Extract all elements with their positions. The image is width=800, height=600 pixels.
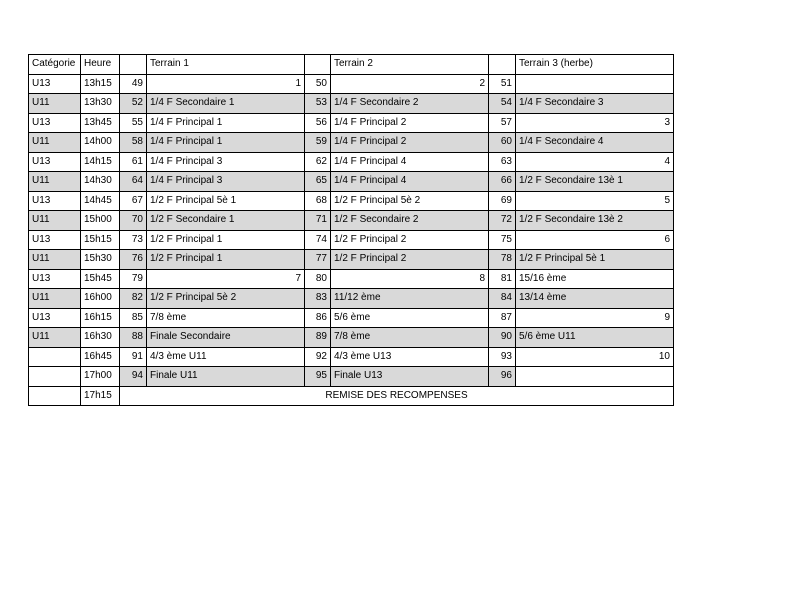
category-cell: U11: [29, 211, 81, 231]
category-cell: U13: [29, 113, 81, 133]
match-number-cell: 90: [489, 328, 516, 348]
header-field-1: Terrain 1: [147, 55, 305, 75]
field-1-cell: 1/2 F Principal 5è 2: [147, 289, 305, 309]
field-2-cell: 4/3 ème U13: [331, 347, 489, 367]
field-1-cell: 1/4 F Principal 1: [147, 113, 305, 133]
field-2-cell: 1/4 F Secondaire 2: [331, 94, 489, 114]
match-number-cell: 87: [489, 308, 516, 328]
field-2-cell: 1/2 F Principal 2: [331, 250, 489, 270]
field-1-cell: 1/2 F Secondaire 1: [147, 211, 305, 231]
header-num-3: [489, 55, 516, 75]
schedule-sheet: [28, 54, 674, 406]
match-number-cell: 66: [489, 172, 516, 192]
category-cell: U11: [29, 328, 81, 348]
field-3-cell: 4: [516, 152, 674, 172]
match-number-cell: 72: [489, 211, 516, 231]
field-3-cell: 1/2 F Secondaire 13è 2: [516, 211, 674, 231]
field-3-cell: 6: [516, 230, 674, 250]
match-number-cell: 57: [489, 113, 516, 133]
table-row: [29, 289, 674, 309]
header-time: Heure: [81, 55, 120, 75]
field-3-cell: 15/16 ème: [516, 269, 674, 289]
category-cell: [29, 367, 81, 387]
header-row: [29, 55, 674, 75]
match-number-cell: 63: [489, 152, 516, 172]
table-row: [29, 74, 674, 94]
match-number-cell: 82: [120, 289, 147, 309]
match-number-cell: 96: [489, 367, 516, 387]
table-row: [29, 328, 674, 348]
table-row: [29, 308, 674, 328]
field-1-cell: Finale Secondaire: [147, 328, 305, 348]
table-row: [29, 269, 674, 289]
match-number-cell: 51: [489, 74, 516, 94]
match-number-cell: 76: [120, 250, 147, 270]
match-number-cell: 91: [120, 347, 147, 367]
match-number-cell: 80: [305, 269, 331, 289]
header-num-2: [305, 55, 331, 75]
field-3-cell: 9: [516, 308, 674, 328]
category-cell: U13: [29, 191, 81, 211]
match-number-cell: 79: [120, 269, 147, 289]
category-cell: U13: [29, 74, 81, 94]
header-field-2: Terrain 2: [331, 55, 489, 75]
header-category: Catégorie: [29, 55, 81, 75]
footer-empty-cell: [29, 386, 81, 406]
match-number-cell: 88: [120, 328, 147, 348]
match-number-cell: 69: [489, 191, 516, 211]
field-1-cell: 4/3 ème U11: [147, 347, 305, 367]
field-2-cell: 1/4 F Principal 4: [331, 172, 489, 192]
match-number-cell: 70: [120, 211, 147, 231]
match-number-cell: 71: [305, 211, 331, 231]
category-cell: U11: [29, 133, 81, 153]
match-number-cell: 60: [489, 133, 516, 153]
match-number-cell: 77: [305, 250, 331, 270]
time-cell: 17h00: [81, 367, 120, 387]
table-row: [29, 94, 674, 114]
field-2-cell: 8: [331, 269, 489, 289]
field-3-cell: 13/14 ème: [516, 289, 674, 309]
time-cell: 16h30: [81, 328, 120, 348]
header-field-3: Terrain 3 (herbe): [516, 55, 674, 75]
time-cell: 14h45: [81, 191, 120, 211]
field-1-cell: 1/4 F Principal 1: [147, 133, 305, 153]
match-number-cell: 85: [120, 308, 147, 328]
table-row: [29, 211, 674, 231]
match-number-cell: 93: [489, 347, 516, 367]
time-cell: 14h30: [81, 172, 120, 192]
match-number-cell: 94: [120, 367, 147, 387]
field-2-cell: 1/4 F Principal 4: [331, 152, 489, 172]
table-row: [29, 113, 674, 133]
field-3-cell: 1/4 F Secondaire 3: [516, 94, 674, 114]
schedule-table: [28, 54, 674, 406]
match-number-cell: 54: [489, 94, 516, 114]
time-cell: 15h30: [81, 250, 120, 270]
field-2-cell: 2: [331, 74, 489, 94]
match-number-cell: 55: [120, 113, 147, 133]
match-number-cell: 73: [120, 230, 147, 250]
time-cell: 16h00: [81, 289, 120, 309]
header-num-1: [120, 55, 147, 75]
awards-ceremony-cell: REMISE DES RECOMPENSES: [120, 386, 674, 406]
category-cell: U11: [29, 94, 81, 114]
field-2-cell: 5/6 ème: [331, 308, 489, 328]
match-number-cell: 75: [489, 230, 516, 250]
table-row: [29, 191, 674, 211]
time-cell: 13h15: [81, 74, 120, 94]
match-number-cell: 84: [489, 289, 516, 309]
category-cell: U13: [29, 152, 81, 172]
table-row: [29, 172, 674, 192]
time-cell: 16h15: [81, 308, 120, 328]
time-cell: 16h45: [81, 347, 120, 367]
category-cell: U13: [29, 308, 81, 328]
match-number-cell: 52: [120, 94, 147, 114]
footer-time-cell: 17h15: [81, 386, 120, 406]
time-cell: 15h45: [81, 269, 120, 289]
match-number-cell: 86: [305, 308, 331, 328]
field-1-cell: 7: [147, 269, 305, 289]
category-cell: U11: [29, 289, 81, 309]
time-cell: 13h30: [81, 94, 120, 114]
time-cell: 14h15: [81, 152, 120, 172]
time-cell: 15h15: [81, 230, 120, 250]
field-1-cell: Finale U11: [147, 367, 305, 387]
time-cell: 15h00: [81, 211, 120, 231]
field-2-cell: 1/2 F Secondaire 2: [331, 211, 489, 231]
field-2-cell: 1/4 F Principal 2: [331, 133, 489, 153]
match-number-cell: 68: [305, 191, 331, 211]
table-row: [29, 152, 674, 172]
match-number-cell: 83: [305, 289, 331, 309]
match-number-cell: 81: [489, 269, 516, 289]
match-number-cell: 78: [489, 250, 516, 270]
match-number-cell: 56: [305, 113, 331, 133]
field-3-cell: 5/6 ème U11: [516, 328, 674, 348]
field-1-cell: 1/2 F Principal 1: [147, 230, 305, 250]
field-2-cell: 1/2 F Principal 5è 2: [331, 191, 489, 211]
field-1-cell: 1/2 F Principal 5è 1: [147, 191, 305, 211]
match-number-cell: 58: [120, 133, 147, 153]
time-cell: 14h00: [81, 133, 120, 153]
category-cell: [29, 347, 81, 367]
match-number-cell: 67: [120, 191, 147, 211]
field-1-cell: 7/8 ème: [147, 308, 305, 328]
match-number-cell: 62: [305, 152, 331, 172]
field-2-cell: 7/8 ème: [331, 328, 489, 348]
field-3-cell: 1/2 F Principal 5è 1: [516, 250, 674, 270]
field-1-cell: 1: [147, 74, 305, 94]
match-number-cell: 59: [305, 133, 331, 153]
match-number-cell: 50: [305, 74, 331, 94]
table-row: [29, 133, 674, 153]
field-3-cell: 1/4 F Secondaire 4: [516, 133, 674, 153]
field-3-cell: [516, 367, 674, 387]
field-3-cell: 5: [516, 191, 674, 211]
match-number-cell: 92: [305, 347, 331, 367]
field-3-cell: [516, 74, 674, 94]
match-number-cell: 61: [120, 152, 147, 172]
field-2-cell: 1/4 F Principal 2: [331, 113, 489, 133]
table-row: [29, 250, 674, 270]
field-1-cell: 1/4 F Secondaire 1: [147, 94, 305, 114]
field-3-cell: 3: [516, 113, 674, 133]
category-cell: U13: [29, 230, 81, 250]
match-number-cell: 89: [305, 328, 331, 348]
field-2-cell: Finale U13: [331, 367, 489, 387]
match-number-cell: 74: [305, 230, 331, 250]
match-number-cell: 65: [305, 172, 331, 192]
footer-row: [29, 386, 674, 406]
field-1-cell: 1/4 F Principal 3: [147, 172, 305, 192]
field-2-cell: 11/12 ème: [331, 289, 489, 309]
category-cell: U13: [29, 269, 81, 289]
match-number-cell: 64: [120, 172, 147, 192]
table-row: [29, 347, 674, 367]
match-number-cell: 53: [305, 94, 331, 114]
match-number-cell: 95: [305, 367, 331, 387]
field-1-cell: 1/2 F Principal 1: [147, 250, 305, 270]
table-row: [29, 230, 674, 250]
field-3-cell: 10: [516, 347, 674, 367]
category-cell: U11: [29, 250, 81, 270]
field-1-cell: 1/4 F Principal 3: [147, 152, 305, 172]
field-2-cell: 1/2 F Principal 2: [331, 230, 489, 250]
table-row: [29, 367, 674, 387]
category-cell: U11: [29, 172, 81, 192]
field-3-cell: 1/2 F Secondaire 13è 1: [516, 172, 674, 192]
match-number-cell: 49: [120, 74, 147, 94]
time-cell: 13h45: [81, 113, 120, 133]
